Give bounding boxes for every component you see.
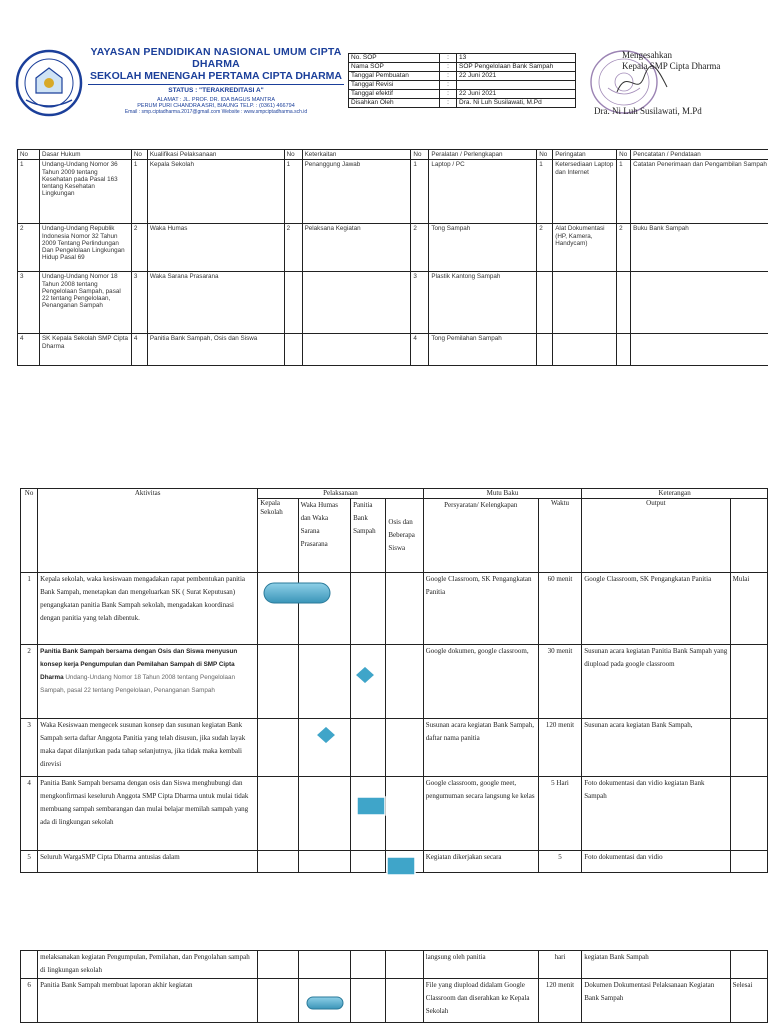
col-header: Kualifikasi Pelaksanaan <box>147 150 284 160</box>
cell: Google dokumen, google classroom, <box>423 645 538 719</box>
cell: 1 <box>617 160 631 224</box>
cell <box>258 645 298 719</box>
col-header: No <box>537 150 553 160</box>
cell <box>537 334 553 366</box>
cell <box>284 334 302 366</box>
cell: Susunan acara kegiatan Bank Sampah, <box>582 719 730 777</box>
cell: 2 <box>617 224 631 272</box>
school-logo-icon <box>14 48 84 118</box>
cell: Kepala Sekolah <box>147 160 284 224</box>
cell <box>730 951 767 979</box>
sop-value: 22 Juni 2021 <box>457 72 576 81</box>
cell <box>553 272 617 334</box>
cell: Kegiatan dikerjakan secara <box>423 851 538 873</box>
table-row <box>18 160 768 224</box>
cell: Laptop / PC <box>429 160 537 224</box>
cell: 5 Hari <box>538 777 581 851</box>
activity-flow-table-continued <box>20 950 768 1023</box>
cell <box>298 851 350 873</box>
table-row <box>349 99 576 108</box>
cell <box>298 777 350 851</box>
col-header: Peringatan <box>553 150 617 160</box>
sop-label: No. SOP <box>349 54 440 63</box>
cell: Foto dokumentasi dan vidio kegiatan Bank Sampah <box>582 777 730 851</box>
cell: 60 menit <box>538 573 581 645</box>
school-name: SEKOLAH MENENGAH PERTAMA CIPTA DHARMA <box>90 70 342 82</box>
cell: 120 menit <box>538 719 581 777</box>
address-line-1: ALAMAT : JL. PROF. DR. IDA BAGUS MANTRA <box>156 97 276 103</box>
table-row <box>349 54 576 63</box>
cell: Penanggung Jawab <box>302 160 411 224</box>
col-header-no: No <box>21 489 38 573</box>
signature-icon <box>612 62 672 102</box>
cell <box>386 719 423 777</box>
col-header: No <box>18 150 40 160</box>
table-row <box>21 573 768 645</box>
cell: File yang diupload didalam Google Classroom dan diserahkan ke Kepala Sekolah <box>423 979 538 1023</box>
cell: Susunan acara kegiatan Panitia Bank Sampah yang diupload pada google classroom <box>582 645 730 719</box>
cell: Catatan Penerimaan dan Pengambilan Sampah <box>631 160 768 224</box>
col-header-aktivitas: Aktivitas <box>38 489 258 573</box>
letterhead-divider <box>88 84 344 85</box>
sop-value <box>457 81 576 90</box>
cell <box>258 851 298 873</box>
cell: 3 <box>411 272 429 334</box>
cell: SK Kepala Sekolah SMP Cipta Dharma <box>39 334 131 366</box>
col-header-waka: Waka Humas dan Waka Sarana Prasarana <box>298 499 350 573</box>
cell: 1 <box>131 160 147 224</box>
cell: Tong Pemilahan Sampah <box>429 334 537 366</box>
cell <box>38 645 258 719</box>
cell: melaksanakan kegiatan Pengumpulan, Pemilahan, dan Pengolahan sampah di lingkungan sekolah <box>38 951 258 979</box>
cell <box>386 777 423 851</box>
group-header-pelaksanaan: Pelaksanaan <box>258 489 424 499</box>
sop-details-table <box>17 149 768 366</box>
cell: Seluruh WargaSMP Cipta Dharma antusias dalam <box>38 851 258 873</box>
col-header: Peralatan / Perlengkapan <box>429 150 537 160</box>
cell: 120 menit <box>538 979 581 1023</box>
cell: 2 <box>131 224 147 272</box>
decision-diamond-icon <box>314 724 338 746</box>
sop-sep: : <box>440 72 457 81</box>
cell: Buku Bank Sampah <box>631 224 768 272</box>
cell: Google classroom, google meet, pengumuman secara langsung ke kelas <box>423 777 538 851</box>
sop-value: 13 <box>457 54 576 63</box>
table-row <box>21 645 768 719</box>
cell: Panitia Bank Sampah, Osis dan Siswa <box>147 334 284 366</box>
cell <box>351 573 386 645</box>
cell: 2 <box>18 224 40 272</box>
col-header: Keterkaitan <box>302 150 411 160</box>
contact-line: Email : smp.ciptadharma.2017@gmail.com Website : www.smpciptadharma.sch.id <box>124 109 308 115</box>
cell <box>730 719 767 777</box>
cell: 2 <box>21 645 38 719</box>
table-row <box>349 63 576 72</box>
sop-label: Disahkan Oleh <box>349 99 440 108</box>
legal-reference: Undang-Undang Nomor 18 Tahun 2008 tentang Pengelolaan Sampah, pasal 22 tentang Pengelolaan, Penanganan Sampah <box>40 674 236 694</box>
cell <box>617 334 631 366</box>
table-row <box>21 719 768 777</box>
cell: hari <box>538 951 581 979</box>
col-header: No <box>411 150 429 160</box>
col-header-extra <box>730 499 767 573</box>
cell: 3 <box>18 272 40 334</box>
cell <box>537 272 553 334</box>
cell: 30 menit <box>538 645 581 719</box>
cell: Panitia Bank Sampah bersama dengan osis dan Siswa menghubungi dan mengkonfirmasi keseluruh Anggota SMP Cipta Dharma untuk mulai tidak membuang sampah sembarangan dan mulai belajar memilah sampah yang ada di lingkungan sekolah <box>38 777 258 851</box>
col-header-persyaratan: Persyaratan/ Kelengkapan <box>423 499 538 573</box>
col-header: No <box>284 150 302 160</box>
sop-sep: : <box>440 81 457 90</box>
cell <box>302 272 411 334</box>
cell <box>302 334 411 366</box>
col-header-panitia: Panitia Bank Sampah <box>351 499 386 573</box>
cell: 5 <box>538 851 581 873</box>
cell: 3 <box>131 272 147 334</box>
sop-sep: : <box>440 90 457 99</box>
cell: 2 <box>284 224 302 272</box>
cell: 3 <box>21 719 38 777</box>
activity-flow-table <box>20 488 768 873</box>
cell: 1 <box>411 160 429 224</box>
cell: Tong Sampah <box>429 224 537 272</box>
cell: 2 <box>537 224 553 272</box>
cell: 5 <box>21 851 38 873</box>
address-line-2: PERUM PURI CHANDRA ASRI, BIAUNG TELP. : (0361) 466794 <box>137 103 295 109</box>
sop-label: Tanggal Pembuatan <box>349 72 440 81</box>
col-header-waktu: Waktu <box>538 499 581 573</box>
cell <box>258 979 298 1023</box>
cell <box>284 272 302 334</box>
col-header: Pencatatan / Pendataan <box>631 150 768 160</box>
accreditation-status: STATUS : "TERAKREDITASI A" <box>168 87 264 94</box>
cell <box>730 777 767 851</box>
sop-value: SOP Pengelolaan Bank Sampah <box>457 63 576 72</box>
cell <box>386 573 423 645</box>
cell: Undang-Undang Nomor 36 Tahun 2009 tentang Kesehatan pada Pasal 163 tentang Kesehatan Lingkungan <box>39 160 131 224</box>
table-row <box>349 81 576 90</box>
cell: Selesai <box>730 979 767 1023</box>
group-header-row <box>21 489 768 499</box>
approval-role: Kepala SMP Cipta Dharma <box>622 61 721 71</box>
cell: Waka Humas <box>147 224 284 272</box>
cell <box>351 851 386 873</box>
col-header-output: Output <box>582 499 730 573</box>
cell: 4 <box>21 777 38 851</box>
cell: Undang-Undang Nomor 18 Tahun 2008 tentang Pengelolaan Sampah, pasal 22 tentang Pengelolaan, Penanganan Sampah <box>39 272 131 334</box>
cell: 1 <box>284 160 302 224</box>
col-header-kepala: Kepala Sekolah <box>258 499 298 573</box>
cell: 2 <box>411 224 429 272</box>
process-box-icon <box>386 855 416 877</box>
table-row <box>21 979 768 1023</box>
school-letterhead <box>88 46 344 115</box>
sop-value: Dra. Ni Luh Susilawati, M.Pd <box>457 99 576 108</box>
cell: Pelaksana Kegiatan <box>302 224 411 272</box>
cell: Foto dokumentasi dan vidio <box>582 851 730 873</box>
cell: Undang-Undang Republik Indonesia Nomor 32 Tahun 2009 Tentang Perlindungan Dan Pengelolaan Lingkungan Hidup Pasal 69 <box>39 224 131 272</box>
cell <box>386 645 423 719</box>
cell: 4 <box>131 334 147 366</box>
cell: Dokumen Dokumentasi Pelaksanaan Kegiatan Bank Sampah <box>582 979 730 1023</box>
col-header: Dasar Hukum <box>39 150 131 160</box>
cell: Alat Dokumentasi (HP, Kamera, Handycam) <box>553 224 617 272</box>
cell <box>730 851 767 873</box>
cell <box>351 979 386 1023</box>
table-row <box>18 334 768 366</box>
table-row <box>21 777 768 851</box>
cell: Panitia Bank Sampah membuat laporan akhir kegiatan <box>38 979 258 1023</box>
foundation-name: YAYASAN PENDIDIKAN NASIONAL UMUM CIPTA DHARMA <box>90 46 342 70</box>
cell: 1 <box>537 160 553 224</box>
table-row <box>18 272 768 334</box>
activity-text: Panitia Bank Sampah bersama dengan Osis dan Siswa menyusun konsep kerja Pengumpulan dan Pemilahan Sampah di SMP Cipta Dharma <box>40 648 238 681</box>
cell: Google Classroom, SK Pengangkatan Panitia <box>423 573 538 645</box>
table-row <box>18 224 768 272</box>
col-header-osis: Osis dan Beberapa Siswa <box>386 499 423 573</box>
table-row <box>21 951 768 979</box>
cell <box>298 645 350 719</box>
col-header: No <box>131 150 147 160</box>
sop-sep: : <box>440 99 457 108</box>
cell: 4 <box>411 334 429 366</box>
table-header-row <box>18 150 768 160</box>
cell <box>386 979 423 1023</box>
decision-diamond-icon <box>353 664 377 686</box>
group-header-keterangan: Keterangan <box>582 489 768 499</box>
cell: 4 <box>18 334 40 366</box>
cell: Plastik Kantong Sampah <box>429 272 537 334</box>
sop-sep: : <box>440 54 457 63</box>
sop-info-table <box>348 53 576 108</box>
cell: 6 <box>21 979 38 1023</box>
cell <box>730 645 767 719</box>
table-row <box>349 72 576 81</box>
cell <box>298 951 350 979</box>
cell <box>258 777 298 851</box>
sop-value: 22 Juni 2021 <box>457 90 576 99</box>
sop-sep: : <box>440 63 457 72</box>
cell <box>617 272 631 334</box>
cell: Ketersediaan Laptop dan Internet <box>553 160 617 224</box>
table-row <box>349 90 576 99</box>
sop-label: Tanggal Revisi <box>349 81 440 90</box>
cell: Susunan acara kegiatan Bank Sampah, daftar nama panitia <box>423 719 538 777</box>
cell <box>21 951 38 979</box>
cell <box>631 334 768 366</box>
cell <box>631 272 768 334</box>
cell <box>351 719 386 777</box>
cell: kegiatan Bank Sampah <box>582 951 730 979</box>
terminator-shape-icon <box>262 578 332 608</box>
cell: 1 <box>21 573 38 645</box>
cell: Mulai <box>730 573 767 645</box>
approval-name: Dra. Ni Luh Susilawati, M.Pd <box>594 106 702 116</box>
sop-label: Nama SOP <box>349 63 440 72</box>
col-header: No <box>617 150 631 160</box>
group-header-mutu: Mutu Baku <box>423 489 581 499</box>
cell <box>351 951 386 979</box>
cell <box>258 951 298 979</box>
cell: Kepala sekolah, waka kesiswaan mengadakan rapat pembentukan panitia Bank Sampah, menetapkan dan mengeluarkan SK ( Surat Keputusan) pengangkatan panitia Bank Sampah sekolah, mengadakan koordinasi dengan panitia yang telah dibentuk. <box>38 573 258 645</box>
cell <box>553 334 617 366</box>
approval-title: Mengesahkan <box>622 50 672 60</box>
cell: Google Classroom, SK Pengangkatan Panitia <box>582 573 730 645</box>
sop-label: Tanggal efektif <box>349 90 440 99</box>
cell <box>386 951 423 979</box>
terminator-shape-icon <box>305 992 345 1014</box>
cell: Waka Kesiswaan mengecek susunan konsep dan susunan kegiatan Bank Sampah serta daftar Anggota Panitia yang telah disusun, jika sudah layak maka dapat dilanjutkan pada tahap selanjutnya, jika tidak maka kembali direvisi <box>38 719 258 777</box>
cell <box>258 719 298 777</box>
cell: Waka Sarana Prasarana <box>147 272 284 334</box>
cell: 1 <box>18 160 40 224</box>
cell: langsung oleh panitia <box>423 951 538 979</box>
process-box-icon <box>356 795 386 817</box>
